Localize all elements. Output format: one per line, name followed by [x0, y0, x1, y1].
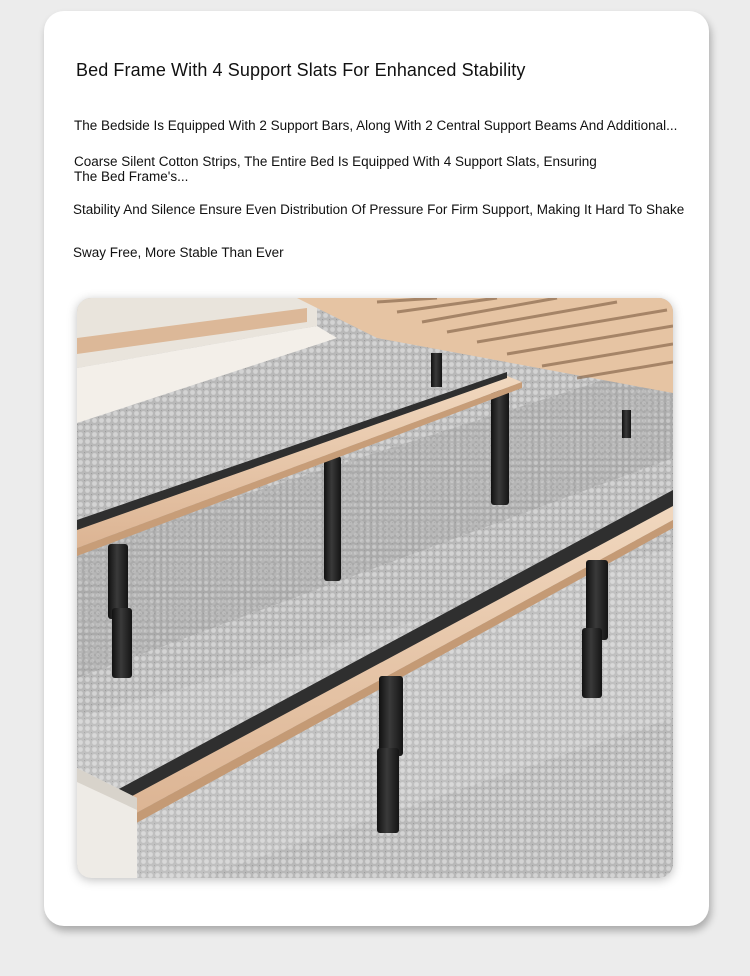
description-line-2a: Coarse Silent Cotton Strips, The Entire Bed Is Equipped With 4 Support Slats, Ensuring [74, 154, 597, 169]
description-line-1: The Bedside Is Equipped With 2 Support Bars, Along With 2 Central Support Beams And Additional... [74, 118, 678, 133]
support-leg [324, 456, 341, 581]
description-line-2b: The Bed Frame's... [74, 169, 189, 184]
description-line-3: Stability And Silence Ensure Even Distribution Of Pressure For Firm Support, Making It Hard To Shake [73, 202, 685, 217]
description-line-2 [74, 154, 597, 184]
bed-frame-illustration [77, 298, 673, 878]
support-leg [491, 390, 509, 505]
section-heading: Bed Frame With 4 Support Slats For Enhanced Stability [76, 60, 526, 80]
description-line-4: Sway Free, More Stable Than Ever [73, 245, 284, 260]
support-leg [379, 676, 403, 756]
bed-frame-photo [77, 298, 673, 878]
support-leg [108, 544, 128, 619]
